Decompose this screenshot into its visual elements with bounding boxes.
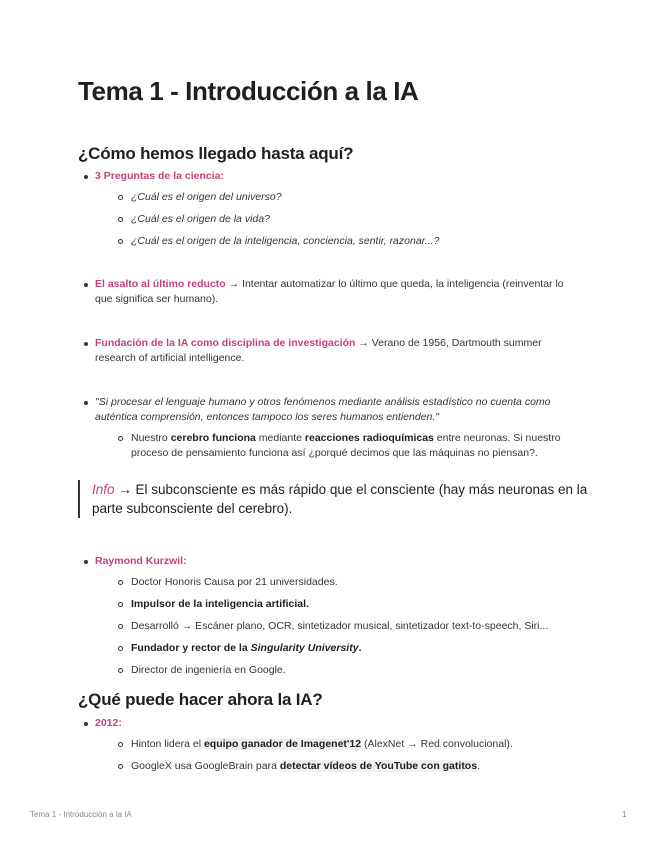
info-label: Info (92, 482, 115, 497)
list-item (78, 169, 578, 249)
sub-list (95, 575, 578, 678)
sub-list-item: ¿Cuál es el origen de la vida? (95, 212, 578, 227)
sub-list-item: GoogleX usa GoogleBrain para detectar vídeos de YouTube con gatitos. (95, 759, 578, 774)
list-preguntas (78, 169, 578, 256)
list-2012 (78, 716, 578, 781)
sub-list-item: Doctor Honoris Causa por 21 universidades. (95, 575, 578, 590)
sub-list-item: Impulsor de la inteligencia artificial. (95, 597, 578, 612)
asalto-label: El asalto al último reducto (95, 278, 226, 290)
footer-title: Tema 1 - Introducción a la IA (30, 810, 132, 819)
section-heading-origins: ¿Cómo hemos llegado hasta aquí? (78, 144, 354, 163)
list-fundacion (78, 336, 578, 366)
sub-list-item: Nuestro cerebro funciona mediante reacciones radioquímicas entre neuronas. Si nuestro proceso de pensamiento funciona así ¿porqué decimos que las máquinas no piensan?. (95, 431, 578, 461)
asalto-text: → Intentar automatizar lo último que queda, la inteligencia (reinventar lo que significa ser humano). (95, 278, 564, 305)
list-kurzweil (78, 554, 578, 685)
list-item (78, 554, 578, 678)
list-item (78, 395, 578, 461)
list-item (78, 336, 578, 366)
page-number: 1 (622, 810, 627, 819)
sub-list-item: Director de ingeniería en Google. (95, 663, 578, 678)
list-asalto (78, 277, 578, 307)
sub-list-item: ¿Cuál es el origen del universo? (95, 190, 578, 205)
sub-list-item: Hinton lidera el equipo ganador de Imagenet'12 (AlexNet → Red convolucional). (95, 737, 578, 752)
section-heading-now: ¿Qué puede hacer ahora la IA? (78, 690, 323, 709)
quote-text: "Si procesar el lenguaje humano y otros fenómenos mediante análisis estadístico no cuenta como auténtica comprensión, entonces tampoco los seres humanos entienden." (95, 396, 551, 423)
kurzweil-label: Raymond Kurzwil: (95, 555, 187, 567)
year-label: 2012: (95, 717, 122, 729)
info-callout (78, 480, 592, 518)
sub-list-item: Fundador y rector de la Singularity University. (95, 641, 578, 656)
preguntas-label: 3 Preguntas de la ciencia: (95, 170, 224, 182)
list-quote (78, 395, 578, 468)
info-text: → El subconsciente es más rápido que el consciente (hay más neuronas en la parte subconsciente del cerebro). (92, 482, 588, 516)
fundacion-label: Fundación de la IA como disciplina de investigación (95, 337, 356, 349)
sub-list (95, 431, 578, 461)
list-item (78, 716, 578, 774)
list-item (78, 277, 578, 307)
sub-list-item: ¿Cuál es el origen de la inteligencia, conciencia, sentir, razonar...? (95, 234, 578, 249)
fundacion-text: → Verano de 1956, Dartmouth summer research of artificial intelligence. (95, 337, 542, 364)
sub-list (95, 190, 578, 249)
page-title: Tema 1 - Introducción a la IA (78, 76, 419, 106)
sub-list (95, 737, 578, 774)
sub-list-item: Desarrolló → Escáner plano, OCR, sintetizador musical, sintetizador text-to-speech, Siri... (95, 619, 578, 634)
